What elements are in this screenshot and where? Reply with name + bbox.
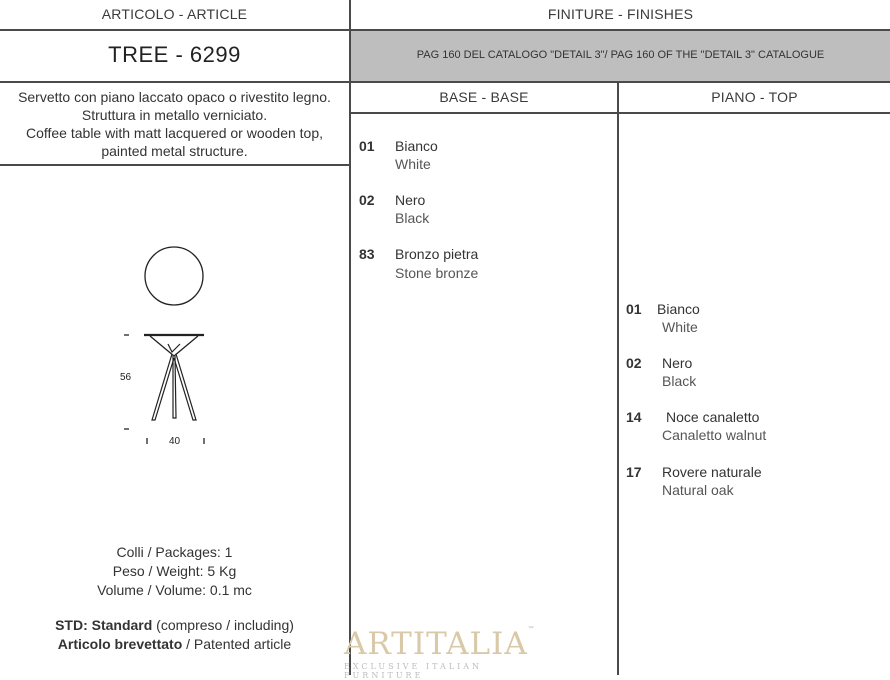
article-description [0, 88, 349, 160]
width-dimension: 40 [169, 436, 181, 447]
grid-line-4 [0, 164, 351, 166]
top-name-it: Noce canaletto [666, 409, 760, 425]
top-name-it: Bianco [657, 301, 700, 317]
top-name-en: Canaletto walnut [662, 427, 767, 443]
base-name-it: Nero [395, 192, 426, 208]
patent-detail: / Patented article [182, 636, 292, 652]
leg-right [174, 354, 196, 420]
top-name-it: Rovere naturale [662, 464, 762, 480]
volume-line: Volume / Volume: 0.1 mc [97, 582, 252, 598]
finishes-header: FINITURE - FINISHES [547, 6, 694, 22]
article-title: TREE - 6299 [108, 42, 241, 67]
std-detail: (compreso / including) [152, 617, 294, 633]
grid-line-v2 [617, 82, 619, 675]
logo-tagline: EXCLUSIVE ITALIAN FURNITURE [344, 662, 483, 680]
std-line [0, 616, 349, 635]
base-header: BASE - BASE [439, 89, 529, 105]
patent-label: Articolo brevettato [57, 636, 183, 652]
package-info [0, 543, 349, 600]
article-header: ARTICOLO - ARTICLE [101, 6, 248, 22]
top-code-17: 17 [626, 464, 642, 480]
top-name-it: Nero [662, 355, 693, 371]
technical-drawing [110, 240, 230, 450]
description-line-2: Struttura in metallo verniciato. [81, 107, 268, 123]
base-name-en: White [395, 156, 431, 172]
packages-line: Colli / Packages: 1 [116, 544, 233, 560]
top-name-en: Natural oak [662, 482, 734, 498]
description-line-1: Servetto con piano laccato opaco o rivestito legno. [18, 89, 331, 105]
description-line-4: painted metal structure. [101, 143, 248, 159]
top-name-en: Black [662, 373, 697, 389]
height-dimension: 56 [120, 372, 132, 383]
base-code-01: 01 [359, 138, 375, 154]
base-code-83: 83 [359, 246, 375, 262]
base-name-it: Bianco [395, 138, 438, 154]
standard-info [0, 616, 349, 654]
base-name-en: Stone bronze [395, 265, 479, 281]
base-name-it: Bronzo pietra [395, 246, 479, 262]
top-name-en: White [662, 319, 698, 335]
top-code-02: 02 [626, 355, 642, 371]
top-view-circle [145, 247, 203, 305]
logo-brand-art: ART [344, 626, 413, 662]
leg-joint [168, 344, 180, 352]
top-header: PIANO - TOP [711, 89, 798, 105]
grid-line-3 [350, 112, 890, 114]
base-code-02: 02 [359, 192, 375, 208]
description-line-3: Coffee table with matt lacquered or wooden top, [25, 125, 324, 141]
weight-line: Peso / Weight: 5 Kg [112, 563, 237, 579]
catalog-note: PAG 160 DEL CATALOGO "DETAIL 3"/ PAG 160 OF THE "DETAIL 3" CATALOGUE [416, 49, 825, 61]
top-code-01: 01 [626, 301, 642, 317]
base-name-en: Black [395, 210, 430, 226]
artitalia-logo [344, 626, 554, 662]
grid-line-2 [0, 81, 890, 83]
std-label: STD: Standard [55, 617, 153, 633]
leg-left [152, 354, 174, 420]
leg-center [173, 356, 176, 418]
leg-upper-left [150, 336, 174, 356]
top-code-14: 14 [626, 409, 642, 425]
logo-brand-italia: ITALIA [412, 626, 528, 662]
logo-tm: ™ [527, 626, 534, 632]
patent-line [0, 635, 349, 654]
